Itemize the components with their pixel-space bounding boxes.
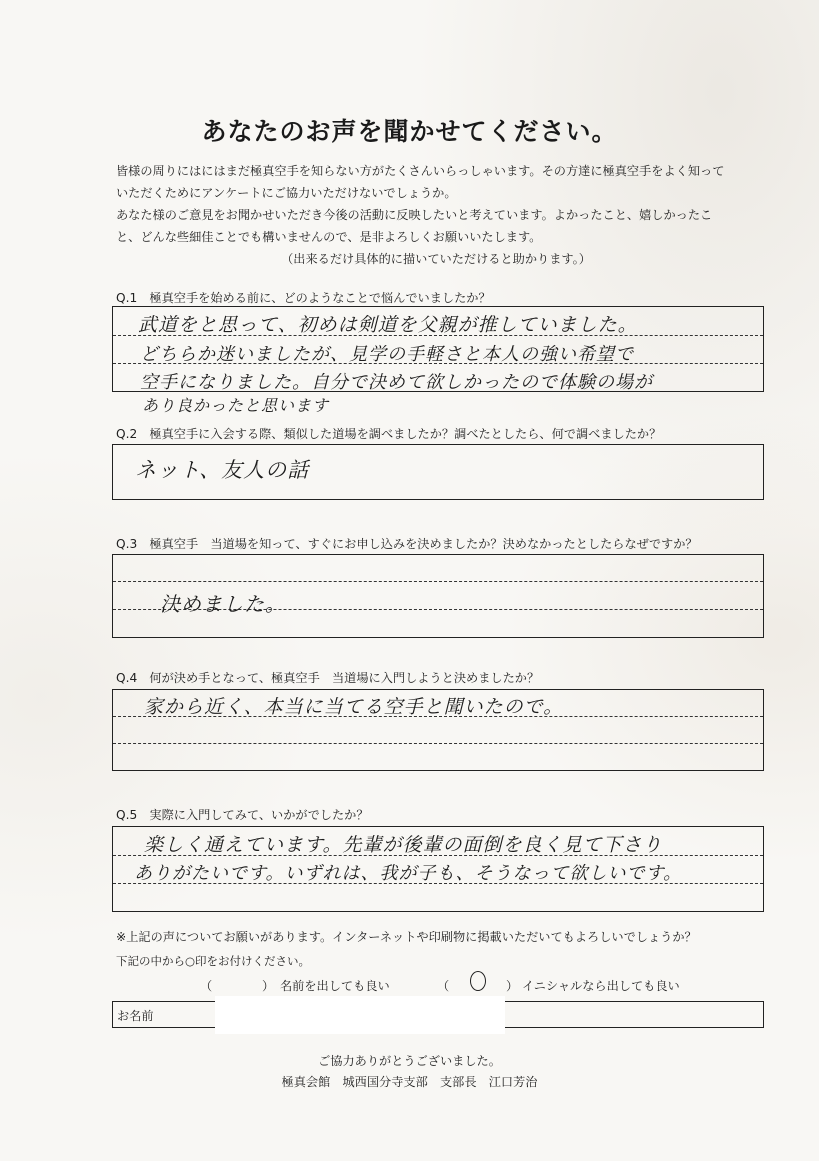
- permission-note: ※上記の声についてお願いがあります。インターネットや印刷物に掲載いただいてもよろしいでしょうか？: [116, 930, 697, 944]
- answer-rule: [113, 581, 763, 582]
- handwritten-answer: ありがたいです。いずれは、我が子も、そうなって欲しいです。: [134, 863, 683, 884]
- handwritten-answer: 決めました。: [160, 592, 286, 616]
- handwritten-answer: あり良かったと思います: [142, 396, 330, 415]
- redaction-block: [215, 996, 505, 1034]
- paren-open: （: [437, 979, 450, 993]
- option-initials[interactable]: イニシャルなら出しても良い: [522, 979, 680, 993]
- question-4-label: Q.4 何が決め手となって、極真空手 当道場に入門しようと決めましたか？: [116, 671, 540, 685]
- intro-line: （出来るだけ具体的に描いていただけると助かります。）: [281, 252, 591, 266]
- intro-text: [116, 160, 756, 270]
- paren-close: ）: [506, 979, 519, 993]
- option-full-name[interactable]: 名前を出しても良い: [280, 979, 390, 993]
- intro-line: と、どんな些細佳ことでも構いませんので、是非よろしくお願いいたします。: [116, 230, 542, 244]
- paren-close: ）: [262, 979, 275, 993]
- paren-open: （: [200, 979, 213, 993]
- selected-circle-mark: [470, 971, 486, 991]
- signature-text: 極真会館 城西国分寺支部 支部長 江口芳治: [281, 1075, 538, 1089]
- page-title: あなたのお声を聞かせてください。: [201, 117, 618, 146]
- handwritten-answer: 楽しく通えています。先輩が後輩の面倒を良く見て下さり: [144, 834, 663, 856]
- answer-rule: [113, 743, 763, 744]
- question-5-label: Q.5 実際に入門してみて、いかがでしたか？: [116, 808, 369, 822]
- intro-line: 皆様の周りにはにはまだ極真空手を知らない方がたくさんいらっしゃいます。その方達に極真空手をよく知って: [116, 164, 725, 178]
- question-2-label: Q.2 極真空手に入会する際、類似した道場を調べましたか？調べたとしたら、何で調べましたか？: [116, 427, 662, 441]
- handwritten-answer: ネット、友人の話: [135, 458, 310, 482]
- intro-line: いただくためにアンケートにご協力いただけないでしょうか。: [116, 186, 457, 200]
- name-label: お名前: [117, 1009, 154, 1023]
- question-3-label: Q.3 極真空手 当道場を知って、すぐにお申し込みを決めましたか？決めなかったとしたらなぜですか？: [116, 537, 698, 551]
- question-1-label: Q.1 極真空手を始める前に、どのようなことで悩んでいましたか？: [116, 291, 491, 305]
- handwritten-answer: 空手になりました。自分で決めて欲しかったので体験の場が: [140, 372, 653, 393]
- thanks-text: ご協力ありがとうございました。: [318, 1054, 501, 1068]
- permission-instruction: 下記の中から○印をお付けください。: [116, 954, 311, 968]
- handwritten-answer: どちらか迷いましたが、見学の手軽さと本人の強い希望で: [140, 344, 634, 365]
- handwritten-answer: 家から近く、本当に当てる空手と聞いたので。: [144, 696, 564, 718]
- intro-line: あなた様のご意見をお聞かせいただき今後の活動に反映したいと考えています。よかったこと、嬉しかったこ: [116, 208, 713, 222]
- handwritten-answer: 武道をと思って、初めは剣道を父親が推していました。: [138, 314, 638, 336]
